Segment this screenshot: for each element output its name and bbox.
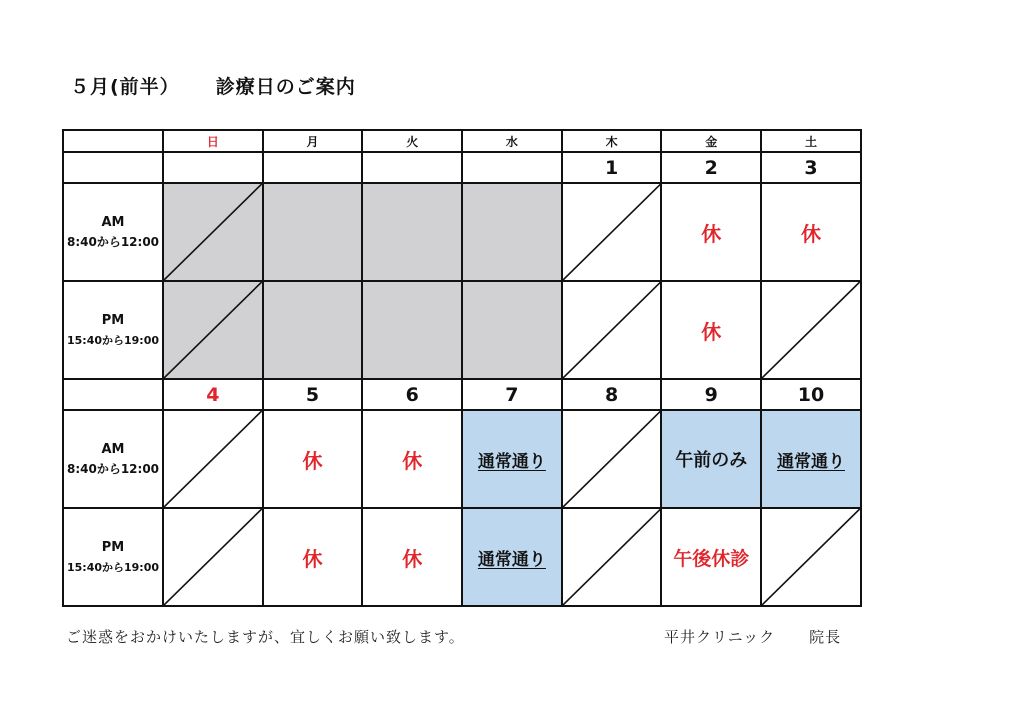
normal-hours-text: 通常通り	[477, 451, 546, 472]
slot-hours: 15:40から19:00	[66, 333, 160, 347]
date-cell: 7	[462, 379, 562, 410]
slot-hours: 8:40から12:00	[66, 461, 160, 476]
schedule-cell	[462, 508, 562, 606]
schedule-cell	[263, 410, 363, 508]
schedule-cell	[661, 183, 761, 281]
schedule-cell	[562, 410, 662, 508]
date-cell: 9	[661, 379, 761, 410]
normal-hours-text: 通常通り	[477, 549, 546, 570]
schedule-cell	[263, 281, 363, 379]
schedule-cell	[462, 410, 562, 508]
week2-am-row	[63, 410, 861, 508]
schedule-cell	[263, 183, 363, 281]
diagonal-slash	[563, 184, 661, 280]
weekday-1: 月	[263, 130, 363, 152]
header-corner	[63, 130, 163, 152]
page-title	[70, 72, 356, 99]
closed-mark: 休	[302, 546, 323, 571]
schedule-cell	[562, 508, 662, 606]
footer-message: ご迷惑をおかけいたしますが、宜しくお願い致します。	[66, 628, 465, 646]
date-cell: 8	[562, 379, 662, 410]
schedule-cell	[661, 508, 761, 606]
weekday-4: 木	[562, 130, 662, 152]
date-cell: 10	[761, 379, 861, 410]
weekday-6: 土	[761, 130, 861, 152]
date-cell	[163, 152, 263, 183]
closed-mark: 休	[402, 546, 423, 571]
diagonal-slash	[563, 509, 661, 605]
slot-hours: 8:40から12:00	[66, 234, 160, 249]
schedule-cell	[362, 183, 462, 281]
schedule-cell	[462, 281, 562, 379]
normal-hours-text: 通常通り	[776, 451, 845, 472]
slot-name: AM	[101, 441, 125, 457]
pm-label-cell	[63, 508, 163, 606]
closed-mark: 休	[701, 319, 722, 344]
schedule-cell	[562, 183, 662, 281]
diagonal-slash	[164, 282, 262, 378]
slot-name: AM	[101, 214, 125, 230]
schedule-cell	[362, 410, 462, 508]
schedule-cell	[462, 183, 562, 281]
schedule-cell	[661, 410, 761, 508]
date-cell: 3	[761, 152, 861, 183]
schedule-cell	[163, 508, 263, 606]
schedule-cell	[362, 508, 462, 606]
weekday-header-row	[63, 130, 861, 152]
closed-mark: 休	[800, 221, 821, 246]
diagonal-slash	[563, 282, 661, 378]
diagonal-slash	[164, 509, 262, 605]
schedule-cell	[163, 183, 263, 281]
slot-name: PM	[101, 540, 125, 556]
schedule-cell	[163, 281, 263, 379]
date-cell	[462, 152, 562, 183]
clinic-role: 院長	[809, 628, 842, 646]
weekday-2: 火	[362, 130, 462, 152]
weekday-5: 金	[661, 130, 761, 152]
title-month: ５月(前半）	[70, 76, 180, 98]
date-row-label	[63, 152, 163, 183]
diagonal-slash	[762, 509, 860, 605]
schedule-cell	[761, 281, 861, 379]
weekday-3: 水	[462, 130, 562, 152]
schedule-cell	[761, 508, 861, 606]
week2-date-row	[63, 379, 861, 410]
schedule-table	[62, 129, 862, 607]
date-cell: 5	[263, 379, 363, 410]
diagonal-slash	[164, 411, 262, 507]
morning-only-text: 午前のみ	[675, 450, 748, 471]
date-cell: 2	[661, 152, 761, 183]
footer-signature	[664, 626, 841, 647]
closed-mark: 休	[701, 221, 722, 246]
date-cell: 4	[163, 379, 263, 410]
schedule-cell	[562, 281, 662, 379]
am-label-cell	[63, 183, 163, 281]
slot-hours: 15:40から19:00	[66, 560, 160, 574]
diagonal-slash	[762, 282, 860, 378]
closed-mark: 休	[302, 448, 323, 473]
closed-mark: 休	[402, 448, 423, 473]
schedule-cell	[661, 281, 761, 379]
pm-label-cell	[63, 281, 163, 379]
schedule-cell	[761, 410, 861, 508]
date-cell	[362, 152, 462, 183]
date-row-label	[63, 379, 163, 410]
schedule-cell	[362, 281, 462, 379]
week1-pm-row	[63, 281, 861, 379]
week2-pm-row	[63, 508, 861, 606]
schedule-cell	[761, 183, 861, 281]
date-cell: 6	[362, 379, 462, 410]
afternoon-closed-text: 午後休診	[673, 547, 750, 570]
am-label-cell	[63, 410, 163, 508]
diagonal-slash	[563, 411, 661, 507]
date-cell: 1	[562, 152, 662, 183]
week1-am-row	[63, 183, 861, 281]
clinic-name: 平井クリニック	[664, 628, 776, 646]
schedule-cell	[263, 508, 363, 606]
date-cell	[263, 152, 363, 183]
schedule-cell	[163, 410, 263, 508]
title-heading: 診療日のご案内	[215, 76, 356, 98]
week1-date-row	[63, 152, 861, 183]
weekday-0: 日	[163, 130, 263, 152]
slot-name: PM	[101, 313, 125, 329]
diagonal-slash	[164, 184, 262, 280]
